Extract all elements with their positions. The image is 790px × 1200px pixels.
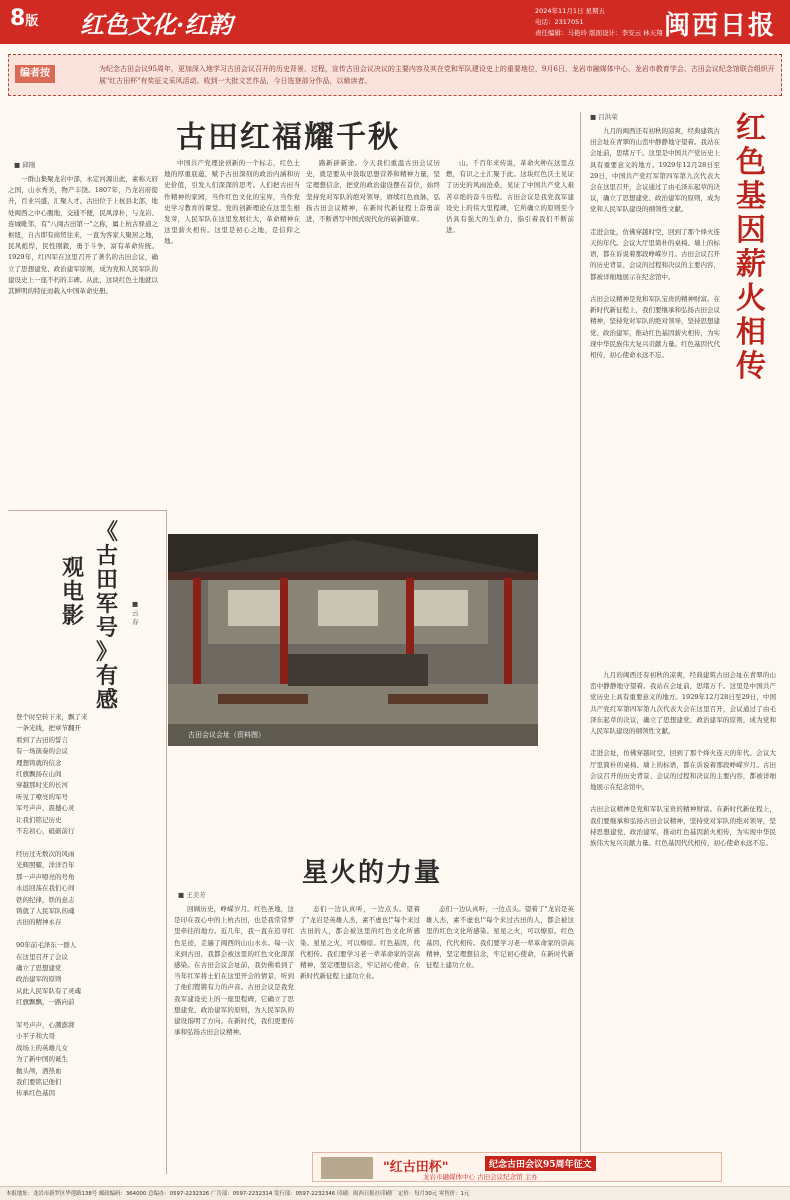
right-article-author: ■ 吕洪荣 [590,113,618,121]
title-char: 田 [95,567,118,593]
main-article-column [446,158,574,504]
star-article-title: 星火的力量 [302,858,443,888]
page-number-value: 8 [10,6,26,31]
title-char: 传 [736,349,766,384]
editor-note-tag: 编者按 [15,65,55,83]
title-char: 相 [736,315,766,350]
paragraph: 九月的闽西还有初秋的凉爽，经典建筑古田会址在青翠的山峦中静静地守望着。我站在会址前，思绪万千。这里是中国共产党历史上具有重要意义的地方。1929年12月28日至29日，中国共产党红军第四军第九次代表大会在这里召开，会议通过了由毛泽东起草的决议，确立了思想建党、政治建军的原则，成为党和人民军队建设的纲领性文献。 走进会址，仿佛穿越时空，回到了那个烽火连天的年代。会议大厅里简朴的桌椅、墙上的标语，都在诉说着那段峥嵘岁月。古田会议召开的历史背景、会议的过程和决议的主要内容，都被详细地展示在纪念馆中。 古田会议精神是党和军队宝贵的精神财富。在新时代新征程上，我们要继承和弘扬古田会议精神，坚持党对军队的绝对领导，坚持思想建党、政治建军，推动红色基因薪火相传，为实现中华民族伟大复兴贡献力量。红色基因代代相传，初心使命永远不忘。 [590,671,776,848]
title-char: 因 [736,213,766,248]
title-char: 有 [95,663,118,689]
paragraph: 态们一边认真听，一边点头。望着了"龙岩是英雄人杰，素不虚也!"每个来过古田的人，都会被这里的红色文化所感染。星星之火，可以燎原。红色基因，代代相传。我们要学习老一辈革命家的崇高精神，坚定理想信念，牢记初心使命，在新时代新征程上建功立业。 [300,905,420,981]
banner-organizers: 龙岩市融媒体中心 古田会议纪念馆 主办 [423,1173,538,1181]
main-article-title: 古田红福耀千秋 [176,120,400,155]
title-char: 电 [61,579,84,605]
title-char: 军 [95,591,118,617]
title-char: 影 [61,603,84,629]
right-article-column [590,126,720,666]
editor-note [8,54,782,96]
editor-note-text: 为纪念古田会议95周年，更加深入地学习古田会议召开的历史背景、过程，宣传古田会议决议的主要内容及其在党和军队建设史上的重要地位，9月6日，龙岩市融媒体中心、龙岩市教育学会、古田会议纪念馆联合组织开展"红古田杯"有奖征文采风活动。收到一大批文艺作品，今日选登部分作品，以飨读者。 [99,65,775,85]
courtyard-photo-image [168,534,538,746]
film-article-title [90,520,124,712]
editor-credits: 责任编辑：马艳玲 版面设计：李安云 林天翔 [535,29,663,37]
star-article-column [300,904,420,1150]
star-article-column [174,904,294,1150]
banner-subtitle-box: 纪念古田会议95周年征文 [485,1156,596,1171]
column-divider [580,112,581,1174]
page-number-suffix: 版 [25,14,39,29]
right-article-title [726,112,776,384]
page-footer: 本报地址：龙岩市新罗区华莲路138号 邮政编码：364000 总编办：0597-2232326 广告部：0597-2232314 发行部：0597-2232346 印刷：闽西日报社印刷厂 定价：每月30元 零售价：1元 [0,1186,790,1200]
film-article-subtitle [56,556,90,628]
title-char: 《 [95,519,118,545]
title-char: 火 [736,281,766,316]
editor-phone: 电话：2317051 [535,18,584,26]
section-logo: 红色文化·红韵 [80,10,233,39]
title-char: 号 [95,615,118,641]
title-char: 红 [736,111,766,146]
right-article-column [590,670,776,1150]
paper-name: 闽西日报 [663,11,776,41]
gutian-site-photo [168,534,538,746]
star-article-column [426,904,574,1150]
paragraph: 一群山集聚龙岩中部，永定河源出此，素称天府之国，山水秀美，物产丰饶。1807年，乃龙岩府提升，百业兴盛，汇聚人才。古田位于上杭县北部，地处闽西之中心腹地，交通不便，民风淳朴，与龙岩、连城毗邻，有"八闽古田第一"之称，属上杭古驿道之枢纽，自古即有商贸往来，一直为客家人聚居之地，民风彪悍，民性刚毅，勇于斗争，富有革命传统。1929年，红四军在这里召开了著名的古田会议，确立了思想建党、政治建军原则，成为党和人民军队的建设史上一座不朽的丰碑。从此，这块红色土地就以其鲜明的特征而载入中国革命史册。 [8,175,158,296]
title-char: 基 [736,179,766,214]
film-poem-text: 登个时空转下来，飘了来 一条光线，把章节翻开 看到了古田的誓言 有一场演奏的会议 理想铸就的信念 红旗飘扬在山间 穿越那时光的长河 听见了嘹亮的军号 军号声声，震撼心灵 让我们铭记历史 不忘初心，砥砺前行 经历过无数次的风雨 光辉照耀，洋洋百年 那一声声嘹亮的号角 永远回荡在我们心间 铁的纪律，铁的意志 铸就了人民军队的魂 古田的精神永存 90年前毛泽东一群人 在这里召开了会议 确立了思想建党 政治建军的原则 从此人民军队有了灵魂 红旗飘飘，一路向前 军号声声，心潮澎湃 小平子和大哥 战场上的英雄儿女 为了新中国的诞生 抛头颅，洒热血 我们要铭记他们 传承红色基因 [16,713,88,1098]
paragraph: 山。千百年来传说，革命火种在这里点燃，有识之士汇聚于此。这块红色沃土见证了历史的风雨沧桑，见证了中国共产党人艰苦卓绝的奋斗历程。古田会议是我党我军建设史上的伟大里程碑，它所确立的原则至今仍具有强大的生命力，指引着我们不断前进。 [446,159,574,235]
title-char: 色 [736,145,766,180]
main-article-column [306,158,440,504]
paragraph: 中国共产党理论创新的一个标志，红色土地的厚重底蕴，赋予古田深刻的政治内涵和历史价值，引发人们深深的思考。人们把古田当作精神的家园，当作红色文化的宝库，当作党史学习教育的课堂。党的创新理论在这里生根发芽，人民军队在这里发展壮大，革命精神在这里薪火相传。这里是初心之地，是信仰之地。 [164,159,300,246]
paragraph: 路新辟新途。今天我们重温古田会议历史，就是要从中汲取思想营养和精神力量，坚定理想信念，把党的政治建设摆在首位，始终坚持党对军队的绝对领导，赓续红色血脉，弘扬古田会议精神，在新时代新征程上奋勇前进，不断谱写中国式现代化的崭新篇章。 [306,159,440,224]
paragraph: 九月的闽西还有初秋的凉爽，经典建筑古田会址在青翠的山峦中静静地守望着。我站在会址前，思绪万千。这里是中国共产党历史上具有重要意义的地方。1929年12月28日至29日，中国共产党红军第四军第九次代表大会在这里召开，会议通过了由毛泽东起草的决议，确立了思想建党、政治建军的原则，成为党和人民军队建设的纲领性文献。 走进会址，仿佛穿越时空，回到了那个烽火连天的年代。会议大厅里简朴的桌椅、墙上的标语，都在诉说着那段峥嵘岁月。古田会议召开的历史背景、会议的过程和决议的主要内容，都被详细地展示在纪念馆中。 古田会议精神是党和军队宝贵的精神财富。在新时代新征程上，我们要继承和弘扬古田会议精神，坚持党对军队的绝对领导，坚持思想建党、政治建军，推动红色基因薪火相传，为实现中华民族伟大复兴贡献力量。红色基因代代相传，初心使命永远不忘。 [590,127,720,360]
title-char: 感 [95,687,118,713]
film-article-author: ■ 云春 [132,600,139,626]
paper-info [535,6,663,39]
title-char: 古 [95,543,118,569]
banner-image [321,1157,373,1179]
section-divider [8,510,166,511]
issue-date: 2024年11月1日 星期五 [535,7,606,15]
main-article-column [164,158,300,504]
banner-title: "红古田杯" [383,1160,449,1175]
title-char: 薪 [736,247,766,282]
main-article-author: ■ 邱刚 [14,161,36,169]
paragraph: 态们一边认真听，一边点头。望着了"龙岩是英雄人杰，素不虚也!"每个来过古田的人，都会被这里的红色文化所感染。星星之火，可以燎原。红色基因，代代相传。我们要学习老一辈革命家的崇高精神，坚定理想信念，牢记初心使命，在新时代新征程上建功立业。 [426,905,574,970]
photo-caption: 古田会议会址（资料图） [188,731,265,739]
paragraph: 回顾历史，峥嵘岁月。红色圣地，这是印在我心中的上杭古田，也是我常常梦里牵挂的地方。近几年，我一直在追寻红色足迹，走遍了闽西的山山水水。每一次来到古田，我都会被这里的红色文化深深感染。在古田会议会址前，我仿佛看到了当年红军将士们在这里开会的情景，听到了他们铿锵有力的声音。古田会议是我党我军建设史上的一座里程碑，它确立了思想建党、政治建军的原则，为人民军队的建设指明了方向。在新时代，我们更要传承和弘扬古田会议精神。 [174,905,294,1037]
page-number [10,6,38,31]
masthead [0,0,790,44]
essay-contest-banner [312,1152,722,1182]
title-char: 》 [95,639,118,665]
star-article-author: ■ 王美芳 [178,891,206,899]
title-char: 观 [61,555,84,581]
column-divider [166,510,167,1174]
main-article-column [8,174,158,504]
